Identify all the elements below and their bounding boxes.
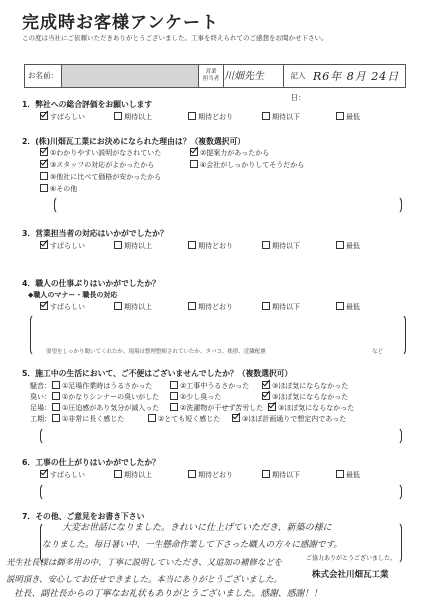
q5-title: 5．施工中の生活において、ご不便はございませんでしたか？（複数選択可）	[22, 369, 293, 378]
company-name: 株式会社川畑瓦工業	[312, 570, 389, 580]
checkbox[interactable]	[148, 414, 156, 422]
q4-option-3[interactable]	[188, 302, 233, 312]
checkbox[interactable]	[262, 241, 270, 249]
option-label: ②提案力があったから	[200, 149, 270, 157]
q4-option-5[interactable]	[336, 302, 360, 312]
option-label: すばらしい	[50, 303, 85, 311]
q5-noise-option-2[interactable]	[170, 381, 249, 391]
q5-scaffold-label: 足場：	[30, 404, 51, 412]
checkbox[interactable]	[336, 470, 344, 478]
checkbox[interactable]	[188, 112, 196, 120]
checkbox[interactable]	[40, 172, 48, 180]
option-label: 最低	[346, 113, 360, 121]
checkbox[interactable]	[52, 381, 60, 389]
option-label: 期待以上	[124, 242, 152, 250]
q3-option-1[interactable]	[40, 241, 85, 251]
date-handwritten: R6年 8月 24日	[313, 70, 400, 83]
checkbox-checked[interactable]	[232, 414, 240, 422]
q6-title: 6．工事の仕上がりはいかがでしたか？	[22, 458, 160, 467]
option-label: すばらしい	[50, 113, 85, 121]
q3-option-4[interactable]	[262, 241, 300, 251]
q5-odor-label: 臭い：	[30, 393, 51, 401]
checkbox[interactable]	[52, 403, 60, 411]
option-label: 最低	[346, 471, 360, 479]
q5-odor-option-1[interactable]	[52, 392, 159, 402]
checkbox[interactable]	[336, 241, 344, 249]
option-label: 期待以下	[272, 113, 300, 121]
option-label: 期待以下	[272, 242, 300, 250]
option-label: 期待以上	[124, 113, 152, 121]
checkbox-checked[interactable]	[40, 112, 48, 120]
q6-option-4[interactable]	[262, 470, 300, 480]
q4-subtitle: ◆職人のマナー・職長の対応	[28, 291, 118, 299]
q4-option-2[interactable]	[114, 302, 152, 312]
staff-label-line-2: 担当者	[202, 76, 220, 82]
checkbox[interactable]	[262, 112, 270, 120]
checkbox[interactable]	[170, 403, 178, 411]
checkbox[interactable]	[114, 112, 122, 120]
q1-option-4[interactable]	[262, 112, 300, 122]
checkbox[interactable]	[40, 184, 48, 192]
staff-label	[198, 65, 224, 87]
option-label: ③ほぼ気にならなかった	[278, 404, 355, 412]
q2-option-5[interactable]	[40, 172, 161, 182]
option-label: 期待どおり	[198, 113, 233, 121]
q4-hint-suffix: など	[372, 349, 384, 355]
q1-option-3[interactable]	[188, 112, 233, 122]
option-label: 期待どおり	[198, 471, 233, 479]
checkbox[interactable]	[170, 381, 178, 389]
q3-option-5[interactable]	[336, 241, 360, 251]
option-label: ②少し臭った	[180, 393, 222, 401]
q2-option-4[interactable]	[190, 160, 304, 170]
q5-schedule-option-1[interactable]	[52, 414, 124, 424]
option-label: 期待以上	[124, 471, 152, 479]
checkbox-checked[interactable]	[40, 302, 48, 310]
option-label: 期待以下	[272, 471, 300, 479]
option-label: 最低	[346, 303, 360, 311]
q2-option-1[interactable]	[40, 148, 161, 158]
checkbox[interactable]	[114, 302, 122, 310]
q7-handwritten-line-2: なりました。毎日暑い中、一生懸命作業して下さった職人の方々に感謝です。	[42, 540, 343, 550]
checkbox[interactable]	[262, 470, 270, 478]
checkbox[interactable]	[170, 392, 178, 400]
checkbox[interactable]	[188, 470, 196, 478]
q1-option-2[interactable]	[114, 112, 152, 122]
option-label: 期待以上	[124, 303, 152, 311]
option-label: ⑥その他	[50, 185, 78, 193]
q4-option-1[interactable]	[40, 302, 85, 312]
q5-schedule-option-3[interactable]	[232, 414, 346, 424]
q5-noise-option-1[interactable]	[52, 381, 152, 391]
q4-title: 4．職人の仕事ぶりはいかがでしたか？	[22, 279, 160, 288]
intro-text: この度は当社にご依頼いただきありがとうございました。工事を終えられてのご感想をお聞かせ下さい。	[22, 34, 328, 42]
q6-option-5[interactable]	[336, 470, 360, 480]
q7-handwritten-line-1: 大変お世話になりました。きれいに仕上げていただき、新築の様に	[62, 523, 332, 533]
q7-handwritten-line-3: 光生社長様は御多用の中、丁寧に説明していただき、又追加の補修などを	[6, 557, 283, 567]
q2-title: 2．(株)川畑瓦工業にお決めになられた理由は？（複数選択可）	[22, 137, 246, 146]
option-label: ①わかりやすい説明がなされていた	[50, 149, 162, 157]
checkbox-checked[interactable]	[190, 148, 198, 156]
q1-title: 1．弊社への総合評価をお願いします	[22, 100, 153, 109]
q5-noise-label: 騒音：	[30, 382, 51, 390]
q5-schedule-label: 工期：	[30, 415, 51, 423]
option-label: ⑤他社に比べて価格が安かったから	[50, 173, 162, 181]
checkbox[interactable]	[336, 302, 344, 310]
staff-label-line-1: 営業	[205, 69, 217, 75]
q2-other-field[interactable]	[54, 196, 402, 214]
q3-option-3[interactable]	[188, 241, 233, 251]
date-label: 記入日：	[283, 65, 312, 87]
thanks-note: ご協力ありがとうございました。	[306, 555, 397, 562]
q5-odor-option-2[interactable]	[170, 392, 221, 402]
checkbox[interactable]	[262, 302, 270, 310]
q3-option-2[interactable]	[114, 241, 152, 251]
checkbox-checked[interactable]	[40, 241, 48, 249]
q1-option-1[interactable]	[40, 112, 85, 122]
q5-schedule-option-2[interactable]	[148, 414, 220, 424]
q2-option-2[interactable]	[190, 148, 269, 158]
option-label: ③ほぼ気にならなかった	[272, 382, 349, 390]
q4-option-4[interactable]	[262, 302, 300, 312]
q6-comment-field[interactable]	[40, 483, 402, 501]
q5-scaffold-option-1[interactable]	[52, 403, 159, 413]
checkbox[interactable]	[336, 112, 344, 120]
staff-name-handwritten: 川畑先生	[224, 71, 264, 82]
checkbox[interactable]	[52, 414, 60, 422]
q5-comment-field[interactable]	[40, 427, 402, 445]
option-label: ②工事中うるさかった	[180, 382, 250, 390]
option-label: ③ほぼ気にならなかった	[272, 393, 349, 401]
option-label: ③ほぼ計画通りで想定内であった	[242, 415, 347, 423]
q4-hint: 要望をしっかり聞いてくれたか、現場は整理整頓されていたか、タバコ、挨拶、近隣配慮	[46, 349, 266, 355]
checkbox-checked[interactable]	[262, 392, 270, 400]
option-label: ①かなりシンナーの臭いがした	[62, 393, 160, 401]
q7-handwritten-line-5: 社長、副社長からの丁寧なお礼状もありがとうございました。感謝、感謝！！	[14, 589, 322, 599]
name-label: お名前：	[25, 65, 62, 87]
option-label: ③スタッフの対応がよかったから	[50, 161, 155, 169]
option-label: 期待どおり	[198, 242, 233, 250]
q6-option-1[interactable]	[40, 470, 85, 480]
checkbox-checked[interactable]	[268, 403, 276, 411]
q5-noise-option-3[interactable]	[262, 381, 348, 391]
q3-title: 3．営業担当者の対応はいかがでしたか？	[22, 229, 168, 238]
option-label: すばらしい	[50, 242, 85, 250]
option-label: ②洗濯物が干せず苦労した	[180, 404, 264, 412]
q5-scaffold-option-2[interactable]	[170, 403, 263, 413]
q6-option-3[interactable]	[188, 470, 233, 480]
checkbox[interactable]	[114, 241, 122, 249]
option-label: 期待どおり	[198, 303, 233, 311]
survey-title: 完成時お客様アンケート	[22, 13, 219, 33]
q6-option-2[interactable]	[114, 470, 152, 480]
checkbox[interactable]	[114, 470, 122, 478]
option-label: ④会社がしっかりしてそうだから	[200, 161, 305, 169]
checkbox[interactable]	[188, 302, 196, 310]
option-label: ①足場作業時はうるさかった	[62, 382, 153, 390]
q7-title: 7．その他、ご意見をお書き下さい	[22, 512, 145, 521]
q1-option-5[interactable]	[336, 112, 360, 122]
checkbox[interactable]	[190, 160, 198, 168]
q5-scaffold-option-3[interactable]	[268, 403, 354, 413]
option-label: 最低	[346, 242, 360, 250]
option-label: すばらしい	[50, 471, 85, 479]
checkbox-checked[interactable]	[40, 470, 48, 478]
q2-option-6[interactable]	[40, 184, 77, 194]
name-field-redacted	[62, 65, 198, 87]
option-label: ①非常に長く感じた	[62, 415, 125, 423]
q7-handwritten-line-4: 説明頂き、安心してお任せできました。本当にありがとうございました。	[6, 574, 283, 584]
checkbox[interactable]	[52, 392, 60, 400]
checkbox[interactable]	[188, 241, 196, 249]
checkbox-checked[interactable]	[40, 160, 48, 168]
q2-option-3[interactable]	[40, 160, 154, 170]
checkbox-checked[interactable]	[40, 148, 48, 156]
respondent-info-bar	[24, 64, 406, 102]
option-label: 期待以下	[272, 303, 300, 311]
option-label: ②とても短く感じた	[158, 415, 221, 423]
option-label: ①圧迫感があり気分が滅入った	[62, 404, 160, 412]
